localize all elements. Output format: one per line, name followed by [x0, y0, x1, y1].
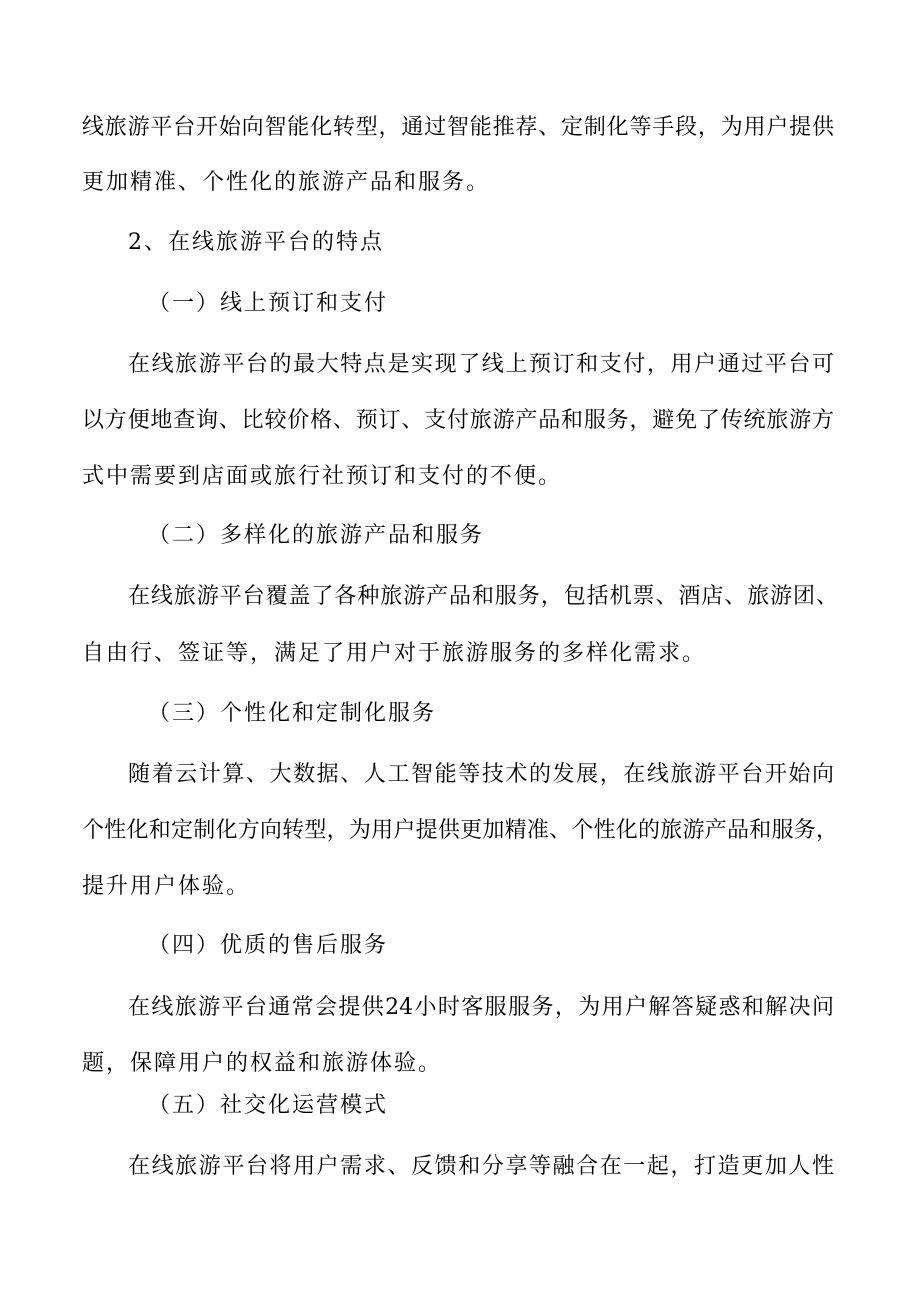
body-text-line: 在线旅游平台通常会提供24小时客服服务，为用户解答疑惑和解决问	[128, 995, 834, 1020]
subsection-heading: （一）线上预订和支付	[148, 291, 389, 316]
body-text-line: 个性化和定制化方向转型，为用户提供更加精准、个性化的旅游产品和服务，	[82, 818, 838, 843]
body-text-line: 在线旅游平台的最大特点是实现了线上预订和支付，用户通过平台可	[128, 352, 834, 377]
body-text-line: 在线旅游平台覆盖了各种旅游产品和服务，包括机票、酒店、旅游团、	[128, 584, 838, 609]
body-text-line: 提升用户体验。	[82, 874, 251, 899]
section-heading: 2、在线旅游平台的特点	[128, 230, 384, 255]
body-text-line: 在线旅游平台将用户需求、反馈和分享等融合在一起，打造更加人性	[128, 1154, 834, 1179]
body-text-line: 随着云计算、大数据、人工智能等技术的发展，在线旅游平台开始向	[128, 762, 834, 787]
body-text-line: 式中需要到店面或旅行社预订和支付的不便。	[82, 464, 563, 489]
body-text-line: 线旅游平台开始向智能化转型，通过智能推荐、定制化等手段，为用户提供	[82, 115, 834, 140]
subsection-heading: （三）个性化和定制化服务	[148, 701, 437, 726]
subsection-heading: （二）多样化的旅游产品和服务	[148, 523, 485, 548]
body-text-line: 自由行、签证等，满足了用户对于旅游服务的多样化需求。	[82, 641, 707, 666]
subsection-heading: （五）社交化运营模式	[148, 1093, 389, 1118]
body-text-line: 题，保障用户的权益和旅游体验。	[82, 1051, 443, 1076]
body-text-line: 更加精准、个性化的旅游产品和服务。	[82, 170, 491, 195]
subsection-heading: （四）优质的售后服务	[148, 933, 389, 958]
body-text-line: 以方便地查询、比较价格、预订、支付旅游产品和服务，避免了传统旅游方	[82, 408, 834, 433]
